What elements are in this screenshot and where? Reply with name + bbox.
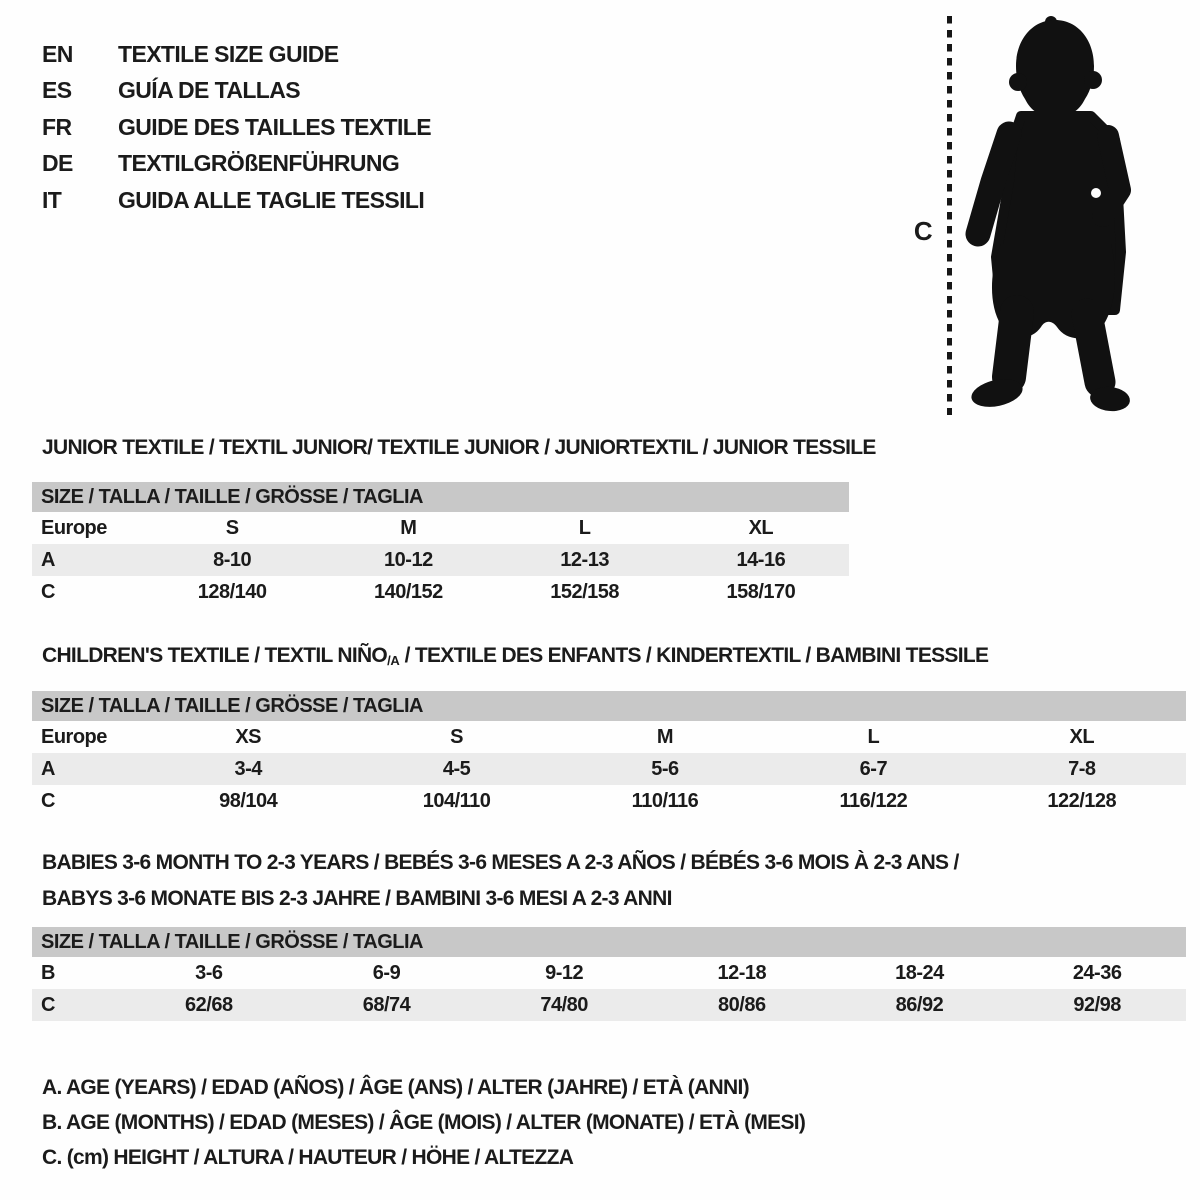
age-cell: 3-4 xyxy=(144,753,352,785)
children-age-row xyxy=(32,753,1186,785)
junior-column-header-row xyxy=(32,512,849,544)
lang-code: ES xyxy=(42,77,72,104)
height-cell: 104/110 xyxy=(422,789,491,812)
height-cell: 122/128 xyxy=(1047,789,1117,812)
lang-code: IT xyxy=(42,186,62,213)
age-cell: 6-7 xyxy=(769,753,977,785)
legend-height-cm: C. (cm) HEIGHT / ALTURA / HAUTEUR / HÖHE / ALTEZZA xyxy=(42,1146,574,1169)
height-cell: 68/74 xyxy=(298,989,476,1021)
size-col-header: S xyxy=(225,516,239,539)
babies-section-title-line2: BABYS 3-6 MONATE BIS 2-3 JAHRE / BAMBINI 3-6 MESI A 2-3 ANNI xyxy=(42,887,672,910)
height-cell: 152/158 xyxy=(550,580,620,603)
months-cell: 3-6 xyxy=(195,961,223,984)
lang-code: FR xyxy=(42,113,72,140)
size-col-header: L xyxy=(867,725,880,748)
height-cell: 86/92 xyxy=(831,989,1009,1021)
size-col-header: M xyxy=(656,725,674,748)
lang-label: GUIDE DES TAILLES TEXTILE xyxy=(118,113,431,140)
months-cell: 9-12 xyxy=(545,961,584,984)
junior-age-row xyxy=(32,544,849,576)
height-cell: 110/116 xyxy=(631,789,699,812)
row-label: A xyxy=(32,544,144,576)
lang-label: GUIDA ALLE TAGLIE TESSILI xyxy=(118,186,425,213)
height-cell: 116/122 xyxy=(839,789,908,812)
size-col-header: M xyxy=(400,516,417,539)
size-header-bar xyxy=(32,927,1186,957)
age-cell: 8-10 xyxy=(144,544,320,576)
months-cell: 12-18 xyxy=(717,961,767,984)
lang-row-de xyxy=(42,146,431,183)
height-cell: 140/152 xyxy=(373,580,443,603)
months-cell: 6-9 xyxy=(372,961,401,984)
age-cell: 14-16 xyxy=(673,544,849,576)
size-col-header: L xyxy=(578,516,591,539)
height-measure-label: C xyxy=(913,216,933,246)
lang-code: EN xyxy=(42,40,73,67)
height-cell: 92/98 xyxy=(1008,989,1186,1021)
children-column-header-row xyxy=(32,721,1186,753)
size-header-text: SIZE / TALLA / TAILLE / GRÖSSE / TAGLIA xyxy=(32,482,849,512)
size-col-header: S xyxy=(450,725,463,748)
babies-months-row xyxy=(32,957,1186,989)
children-title-prefix: CHILDREN'S TEXTILE / TEXTIL NIÑO xyxy=(42,644,388,667)
size-header-bar xyxy=(32,482,849,512)
junior-section-title: JUNIOR TEXTILE / TEXTIL JUNIOR/ TEXTILE JUNIOR / JUNIORTEXTIL / JUNIOR TESSILE xyxy=(42,436,876,459)
age-cell: 5-6 xyxy=(561,753,769,785)
junior-size-table xyxy=(32,482,849,608)
size-col-header: XL xyxy=(1069,725,1095,748)
lang-row-it xyxy=(42,182,431,219)
baby-silhouette-icon xyxy=(963,12,1139,418)
lang-label: TEXTILE SIZE GUIDE xyxy=(118,40,339,67)
size-col-header: XS xyxy=(235,725,262,748)
lang-code: DE xyxy=(42,150,73,177)
height-cell: 74/80 xyxy=(475,989,653,1021)
row-label: A xyxy=(32,753,144,785)
months-cell: 18-24 xyxy=(895,961,944,984)
lang-label: TEXTILGRÖßENFÜHRUNG xyxy=(118,150,400,177)
height-cell: 158/170 xyxy=(726,580,796,603)
legend-age-months: B. AGE (MONTHS) / EDAD (MESES) / ÂGE (MOIS) / ALTER (MONATE) / ETÀ (MESI) xyxy=(42,1111,806,1134)
row-label: C xyxy=(32,989,120,1021)
age-cell: 12-13 xyxy=(497,544,673,576)
size-header-bar xyxy=(32,691,1186,721)
size-header-text: SIZE / TALLA / TAILLE / GRÖSSE / TAGLIA xyxy=(32,927,1186,957)
children-title-subscript: /A xyxy=(387,653,400,668)
lang-label: GUÍA DE TALLAS xyxy=(118,77,300,104)
children-title-suffix: / TEXTILE DES ENFANTS / KINDERTEXTIL / BAMBINI TESSILE xyxy=(399,644,989,667)
babies-height-row xyxy=(32,989,1186,1021)
row-label: B xyxy=(41,961,55,984)
lang-row-fr xyxy=(42,109,431,146)
row-label: C xyxy=(41,580,55,603)
legend-age-years: A. AGE (YEARS) / EDAD (AÑOS) / ÂGE (ANS) / ALTER (JAHRE) / ETÀ (ANNI) xyxy=(42,1076,749,1099)
children-size-table xyxy=(32,691,1186,817)
age-cell: 4-5 xyxy=(352,753,560,785)
lang-row-es xyxy=(42,73,431,110)
babies-section-title-line1: BABIES 3-6 MONTH TO 2-3 YEARS / BEBÉS 3-6 MESES A 2-3 AÑOS / BÉBÉS 3-6 MOIS À 2-3 ANS / xyxy=(42,851,959,874)
children-section-title xyxy=(42,644,988,668)
age-cell: 10-12 xyxy=(320,544,496,576)
row-label: C xyxy=(41,789,55,812)
language-title-list xyxy=(42,36,431,219)
region-label: Europe xyxy=(41,516,107,539)
age-cell: 7-8 xyxy=(978,753,1186,785)
height-cell: 98/104 xyxy=(219,789,278,812)
size-col-header: XL xyxy=(748,516,774,539)
babies-size-table xyxy=(32,927,1186,1021)
height-cell: 128/140 xyxy=(197,580,267,603)
children-height-row xyxy=(32,785,1186,817)
months-cell: 24-36 xyxy=(1072,961,1122,984)
height-cell: 62/68 xyxy=(120,989,298,1021)
junior-height-row xyxy=(32,576,849,608)
size-header-text: SIZE / TALLA / TAILLE / GRÖSSE / TAGLIA xyxy=(32,691,1186,721)
height-cell: 80/86 xyxy=(653,989,831,1021)
region-label: Europe xyxy=(41,725,107,748)
height-measure-dashed-line xyxy=(947,16,952,415)
lang-row-en xyxy=(42,36,431,73)
